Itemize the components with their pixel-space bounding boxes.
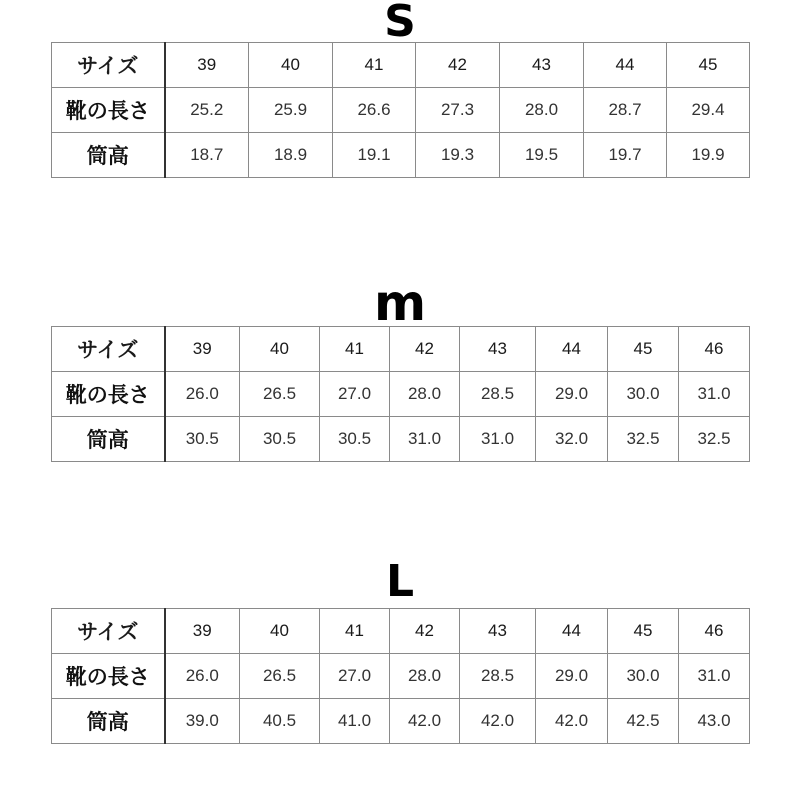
shoe-length-cell: 29.4 — [667, 88, 750, 133]
shaft-height-row — [52, 133, 750, 178]
size-chart-title-m: m — [373, 274, 427, 332]
size-cell: 42 — [416, 43, 500, 88]
shaft-height-cell: 18.9 — [249, 133, 333, 178]
shoe-length-cell: 29.0 — [536, 654, 608, 699]
size-row — [52, 43, 750, 88]
shoe-length-cell: 28.0 — [500, 88, 584, 133]
shoe-length-cell: 30.0 — [608, 372, 679, 417]
row-label-size: サイズ — [52, 609, 165, 654]
shoe-length-cell: 29.0 — [536, 372, 608, 417]
size-chart-table-m — [51, 326, 750, 462]
shaft-height-cell: 19.5 — [500, 133, 584, 178]
shaft-height-cell: 42.0 — [390, 699, 460, 744]
shaft-height-cell: 19.7 — [584, 133, 667, 178]
shaft-height-cell: 41.0 — [320, 699, 390, 744]
size-cell: 43 — [460, 609, 536, 654]
shoe-length-row — [52, 372, 750, 417]
row-label-shoe-length: 靴の長さ — [52, 88, 165, 133]
shaft-height-cell: 32.0 — [536, 417, 608, 462]
size-cell: 44 — [536, 327, 608, 372]
row-label-size: サイズ — [52, 327, 165, 372]
size-cell: 39 — [165, 43, 249, 88]
shoe-length-row — [52, 654, 750, 699]
size-cell: 39 — [165, 327, 240, 372]
size-chart-table-s — [51, 42, 750, 178]
size-cell: 45 — [608, 327, 679, 372]
shoe-length-cell: 27.0 — [320, 654, 390, 699]
row-label-shaft-height: 筒高 — [52, 417, 165, 462]
shoe-length-cell: 28.7 — [584, 88, 667, 133]
size-cell: 45 — [608, 609, 679, 654]
shaft-height-cell: 42.0 — [460, 699, 536, 744]
shaft-height-cell: 32.5 — [679, 417, 750, 462]
row-label-shoe-length: 靴の長さ — [52, 372, 165, 417]
shaft-height-cell: 18.7 — [165, 133, 249, 178]
shaft-height-row — [52, 699, 750, 744]
shaft-height-cell: 43.0 — [679, 699, 750, 744]
size-cell: 41 — [320, 609, 390, 654]
size-cell: 43 — [500, 43, 584, 88]
shoe-length-cell: 27.0 — [320, 372, 390, 417]
shoe-length-cell: 26.5 — [240, 372, 320, 417]
shaft-height-row — [52, 417, 750, 462]
shaft-height-cell: 30.5 — [320, 417, 390, 462]
size-chart-title-s: S — [384, 0, 416, 47]
row-label-size: サイズ — [52, 43, 165, 88]
shaft-height-cell: 39.0 — [165, 699, 240, 744]
shoe-length-cell: 31.0 — [679, 654, 750, 699]
shaft-height-cell: 42.5 — [608, 699, 679, 744]
shaft-height-cell: 31.0 — [390, 417, 460, 462]
row-label-shaft-height: 筒高 — [52, 133, 165, 178]
size-cell: 46 — [679, 327, 750, 372]
shaft-height-cell: 40.5 — [240, 699, 320, 744]
row-label-shaft-height: 筒高 — [52, 699, 165, 744]
size-row — [52, 327, 750, 372]
size-cell: 40 — [240, 327, 320, 372]
size-cell: 43 — [460, 327, 536, 372]
shoe-length-cell: 26.0 — [165, 372, 240, 417]
shoe-length-cell: 28.0 — [390, 654, 460, 699]
size-cell: 46 — [679, 609, 750, 654]
size-chart-title-l: L — [385, 556, 415, 607]
size-cell: 45 — [667, 43, 750, 88]
size-cell: 39 — [165, 609, 240, 654]
row-label-shoe-length: 靴の長さ — [52, 654, 165, 699]
shoe-length-row — [52, 88, 750, 133]
shoe-length-cell: 28.5 — [460, 654, 536, 699]
shaft-height-cell: 30.5 — [165, 417, 240, 462]
size-cell: 40 — [249, 43, 333, 88]
shaft-height-cell: 30.5 — [240, 417, 320, 462]
size-chart-table-l — [51, 608, 750, 744]
shoe-length-cell: 26.5 — [240, 654, 320, 699]
shaft-height-cell: 42.0 — [536, 699, 608, 744]
shaft-height-cell: 19.9 — [667, 133, 750, 178]
shoe-length-cell: 26.6 — [333, 88, 416, 133]
shoe-length-cell: 27.3 — [416, 88, 500, 133]
shaft-height-cell: 31.0 — [460, 417, 536, 462]
shoe-length-cell: 31.0 — [679, 372, 750, 417]
size-cell: 42 — [390, 327, 460, 372]
shoe-length-cell: 25.2 — [165, 88, 249, 133]
shaft-height-cell: 32.5 — [608, 417, 679, 462]
size-cell: 40 — [240, 609, 320, 654]
shoe-length-cell: 28.0 — [390, 372, 460, 417]
size-cell: 41 — [320, 327, 390, 372]
size-cell: 44 — [536, 609, 608, 654]
shaft-height-cell: 19.3 — [416, 133, 500, 178]
shoe-length-cell: 30.0 — [608, 654, 679, 699]
size-cell: 42 — [390, 609, 460, 654]
shoe-length-cell: 28.5 — [460, 372, 536, 417]
size-cell: 41 — [333, 43, 416, 88]
shoe-length-cell: 25.9 — [249, 88, 333, 133]
size-row — [52, 609, 750, 654]
shoe-length-cell: 26.0 — [165, 654, 240, 699]
size-cell: 44 — [584, 43, 667, 88]
shaft-height-cell: 19.1 — [333, 133, 416, 178]
